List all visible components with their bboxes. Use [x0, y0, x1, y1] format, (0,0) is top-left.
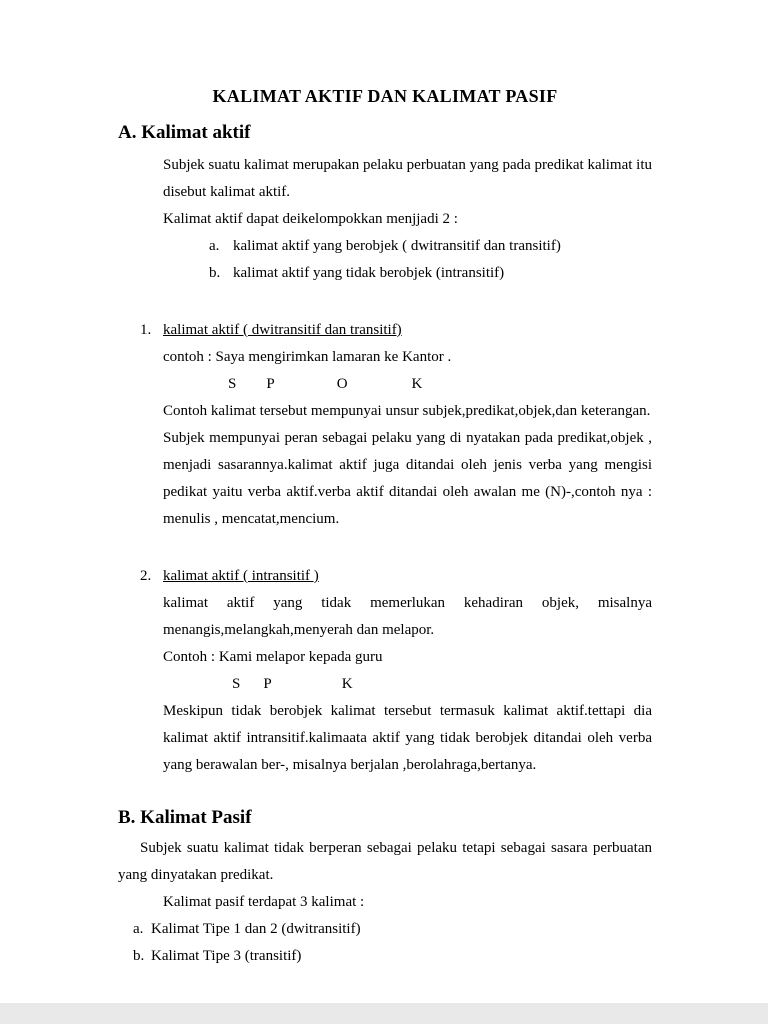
list-text: Kalimat Tipe 1 dan 2 (dwitransitif) [151, 921, 361, 937]
paragraph-explanation: Contoh kalimat tersebut mempunyai unsur subjek,predikat,objek,dan keterangan. [163, 403, 651, 419]
aktif-type-list [209, 233, 652, 287]
spok-row [163, 671, 652, 698]
spok-letter: K [411, 376, 423, 392]
section-a-heading: A. Kalimat aktif [118, 122, 251, 143]
numbered-item-intransitif [140, 563, 652, 779]
section-a-body [140, 152, 653, 779]
list-marker: a. [209, 238, 220, 254]
list-item [133, 916, 652, 943]
paragraph-explanation: Subjek mempunyai peran sebagai pelaku yang di nyatakan pada predikat,objek , menjadi sasarannya.kalimat aktif juga ditandai oleh jenis verba yang mengisi pedikat yaitu verba aktif.verba aktif ditandai oleh awalan me (N)-,contoh nya : menulis , mencatat,mencium. [163, 430, 652, 527]
contoh-line: Contoh : Kami melapor kepada guru [163, 649, 383, 665]
paragraph-explanation: kalimat aktif yang tidak memerlukan kehadiran objek, misalnya menangis,melangkah,menyerah dan melapor. [163, 595, 652, 638]
item-heading: kalimat aktif ( dwitransitif dan transitif) [163, 322, 402, 338]
numbered-item-dwitransitif [140, 317, 652, 533]
item-number: 2. [140, 568, 152, 584]
spok-letter: S [228, 376, 237, 392]
page-bottom-strip [0, 1003, 768, 1024]
spok-letter: P [266, 376, 275, 392]
list-text: kalimat aktif yang tidak berobjek (intransitif) [233, 265, 505, 281]
paragraph-explanation: Meskipun tidak berobjek kalimat tersebut termasuk kalimat aktif.tettapi dia kalimat aktif intransitif.kalimaata aktif yang tidak berobjek ditandai oleh verba yang berawalan ber-, misalnya berjalan ,berolahraga,bertanya. [163, 703, 652, 773]
list-marker: b. [133, 948, 145, 964]
list-item [209, 233, 652, 260]
list-item [133, 943, 652, 970]
spok-letter: K [341, 676, 353, 692]
paragraph-definition-aktif: Subjek suatu kalimat merupakan pelaku perbuatan yang pada predikat kalimat itu disebut kalimat aktif. [163, 157, 653, 200]
spok-letter: S [232, 676, 241, 692]
pasif-type-list [133, 916, 652, 970]
paragraph-definition-pasif: Subjek suatu kalimat tidak berperan sebagai pelaku tetapi sebagai sasara perbuatan yang dinyatakan predikat. [118, 840, 652, 883]
list-item [209, 260, 652, 287]
item-heading: kalimat aktif ( intransitif ) [163, 568, 319, 584]
item-number: 1. [140, 322, 152, 338]
paragraph-grouping-intro: Kalimat aktif dapat deikelompokkan menjjadi 2 : [163, 211, 458, 227]
contoh-line: contoh : Saya mengirimkan lamaran ke Kantor . [163, 349, 452, 365]
paragraph-pasif-intro: Kalimat pasif terdapat 3 kalimat : [163, 894, 365, 910]
spok-letter: P [263, 676, 272, 692]
spok-letter: O [336, 376, 348, 392]
document-title: KALIMAT AKTIF DAN KALIMAT PASIF [212, 86, 558, 106]
list-text: Kalimat Tipe 3 (transitif) [151, 948, 302, 964]
list-marker: a. [133, 921, 144, 937]
list-text: kalimat aktif yang berobjek ( dwitransitif dan transitif) [233, 238, 561, 254]
spok-row [163, 371, 652, 398]
section-b-heading: B. Kalimat Pasif [118, 807, 252, 828]
list-marker: b. [209, 265, 221, 281]
